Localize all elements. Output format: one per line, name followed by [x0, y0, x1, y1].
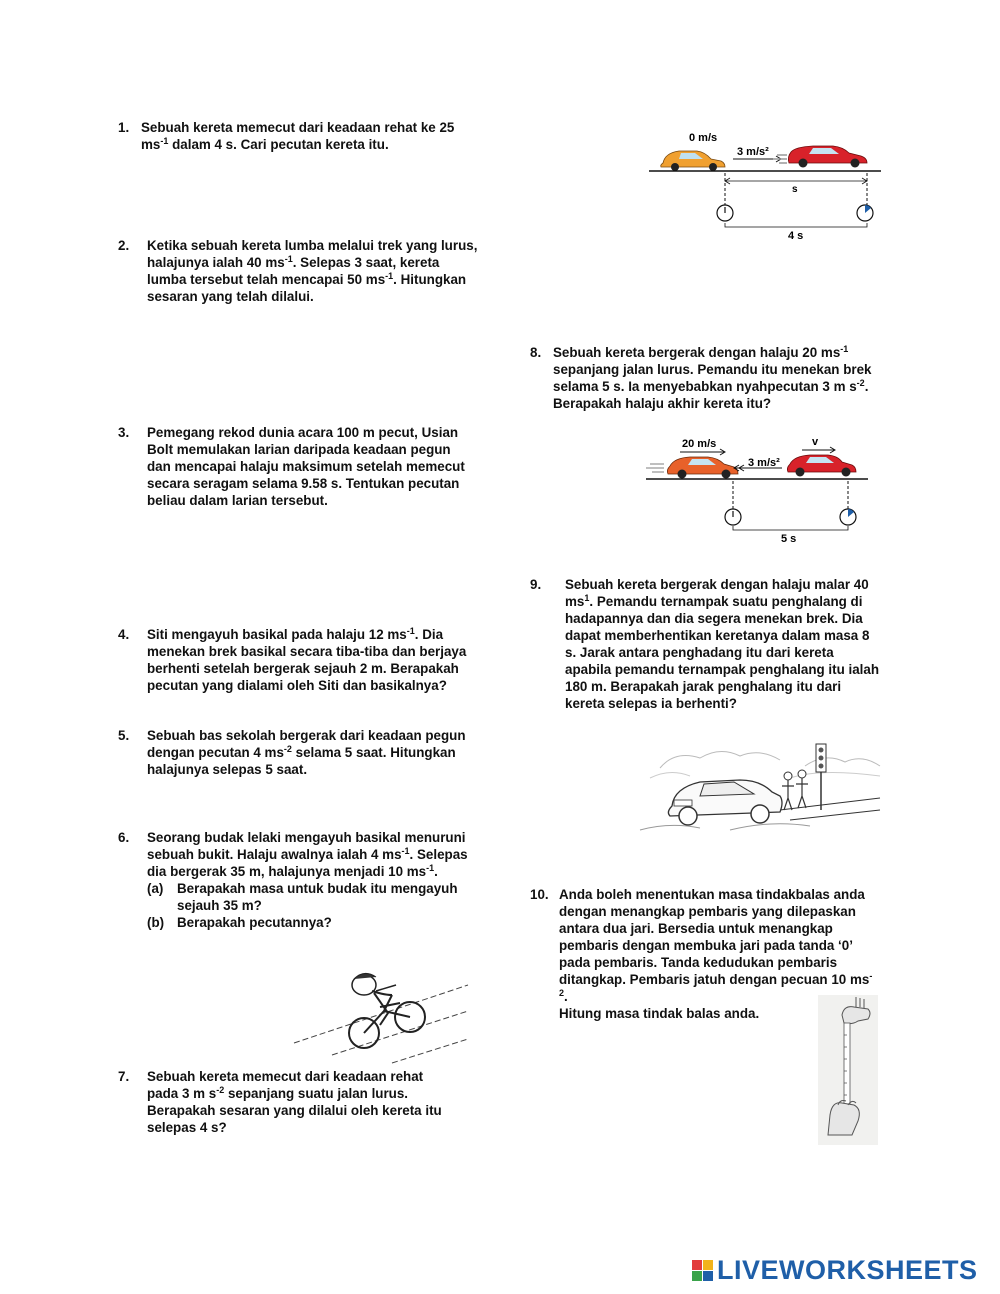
figure-car-acceleration [645, 125, 885, 240]
question-text: Siti mengayuh basikal pada halaju 12 $ms^{-1}$. Dia menekan brek basikal secara tiba-tiba dan berjaya berhenti setelah bergerak sejauh 2 m. Berapakah pecutan yang dialami oleh Siti dan basikalnya? [147, 626, 467, 693]
question-number: 2. [118, 238, 130, 253]
question-number: 6. [118, 830, 130, 845]
question-9 [530, 576, 880, 712]
logo-square-yellow [703, 1260, 713, 1270]
sub-question-label: (b) [147, 915, 165, 930]
question-5 [118, 727, 478, 778]
distance-label: s [792, 184, 798, 195]
car-start-icon [661, 151, 725, 171]
question-number: 9. [530, 577, 542, 592]
question-text: Anda boleh menentukan masa tindakbalas anda dengan menangkap pembaris yang dilepaskan antara dua jari. Bersedia untuk menangkap pembaris dengan membuka jari pada tanda ‘0’ pada pembaris. Tanda kedudukan pembaris ditangkap. Pembaris jatuh dengan pecuan 10 $ms^{-2}$. Hitung masa tindak balas anda. [559, 887, 873, 1021]
logo-square-green [692, 1271, 702, 1281]
final-speed-label: v [812, 436, 819, 448]
car-end-icon [787, 455, 856, 477]
sub-question-a [147, 880, 478, 914]
stopwatch-end-icon [857, 205, 873, 221]
time-label: 4 s [788, 230, 804, 240]
figure-car-pedestrians [630, 738, 885, 838]
ruler-icon [844, 1023, 850, 1111]
logo-square-blue [703, 1271, 713, 1281]
liveworksheets-logo [692, 1254, 978, 1286]
question-number: 5. [118, 728, 130, 743]
question-6 [118, 829, 478, 931]
question-8 [530, 344, 880, 412]
figure-car-braking [642, 430, 872, 550]
logo-square-red [692, 1260, 702, 1270]
stopwatch-start-icon [725, 509, 741, 525]
question-3 [118, 424, 473, 509]
stopwatch-start-icon [717, 205, 733, 221]
car-start-icon [646, 457, 738, 479]
sub-question-text: Berapakah pecutannya? [177, 915, 332, 930]
sub-question-text: Berapakah masa untuk budak itu mengayuh sejauh 35 m? [177, 881, 458, 913]
deceleration-label: 3 m/s² [748, 457, 780, 469]
question-1 [118, 119, 478, 153]
question-number: 3. [118, 425, 130, 440]
question-text: Seorang budak lelaki mengayuh basikal menuruni sebuah bukit. Halaju awalnya ialah 4 $ms^{-1}$. Selepas dia bergerak 35 m, halajunya menjadi 10 $ms^{-1}$. [147, 830, 468, 879]
acceleration-label: 3 m/s² [737, 146, 769, 158]
car-end-icon [773, 146, 867, 168]
question-4 [118, 626, 478, 694]
question-number: 10. [530, 887, 549, 902]
question-text: Sebuah kereta memecut dari keadaan rehat pada 3 m $s^{-2}$ sepanjang suatu jalan lurus. Berapakah sesaran yang dilalui oleh kereta itu selepas 4 s? [147, 1069, 442, 1135]
initial-speed-label: 0 m/s [689, 132, 718, 144]
initial-speed-label: 20 m/s [682, 438, 717, 450]
traffic-light-icon [816, 744, 826, 810]
question-number: 4. [118, 627, 130, 642]
question-text: Sebuah kereta bergerak dengan halaju 20 $ms^{-1}$ sepanjang jalan lurus. Pemandu itu menekan brek selama 5 s. Ia menyebabkan nyahpecutan 3 m $s^{-2}$. Berapakah halaju akhir kereta itu? [553, 344, 872, 411]
question-text: Sebuah bas sekolah bergerak dari keadaan pegun dengan pecutan 4 $ms^{-2}$ selama 5 saat. Hitungkan halajunya selepas 5 saat. [147, 728, 466, 777]
time-label: 5 s [781, 533, 797, 545]
question-text: Ketika sebuah kereta lumba melalui trek yang lurus, halajunya ialah 40 $ms^{-1}$. Selepas 3 saat, kereta lumba tersebut telah mencapai 50 $ms^{-1}$. Hitungkan sesaran yang telah dilalui. [147, 238, 478, 304]
logo-mark-icon [692, 1260, 713, 1281]
car-icon [668, 780, 782, 825]
question-number: 8. [530, 345, 542, 360]
question-number: 1. [118, 120, 130, 135]
question-2 [118, 237, 478, 305]
question-number: 7. [118, 1069, 130, 1084]
question-text: Sebuah kereta bergerak dengan halaju malar 40 $ms^1$. Pemandu ternampak suatu penghalang di hadapannya dan dia segera menekan brek. Dia dapat memberhentikan keretanya dalam masa 8 s. Jarak antara penghadang itu dari kereta apabila pemandu ternampak penghalang itu ialah 180 m. Berapakah jarak penghalang itu dari kereta selepas ia berhenti? [565, 577, 880, 711]
question-text: Pemegang rekod dunia acara 100 m pecut, Usian Bolt memulakan larian daripada keadaan pegun dan mencapai halaju maksimum setelah memecut secara seragam selama 9.58 s. Tentukan pecutan beliau dalam larian tersebut. [147, 425, 465, 508]
stopwatch-end-icon [840, 509, 856, 525]
question-7 [118, 1068, 458, 1136]
question-text: Sebuah kereta memecut dari keadaan rehat ke 25 $ms^{-1}$ dalam 4 s. Cari pecutan kereta itu. [141, 120, 455, 152]
figure-cyclist [292, 955, 472, 1065]
sub-question-b [147, 914, 478, 931]
logo-text: LIVEWORKSHEETS [717, 1254, 978, 1285]
sub-question-label: (a) [147, 881, 164, 896]
figure-ruler-drop [818, 995, 878, 1145]
